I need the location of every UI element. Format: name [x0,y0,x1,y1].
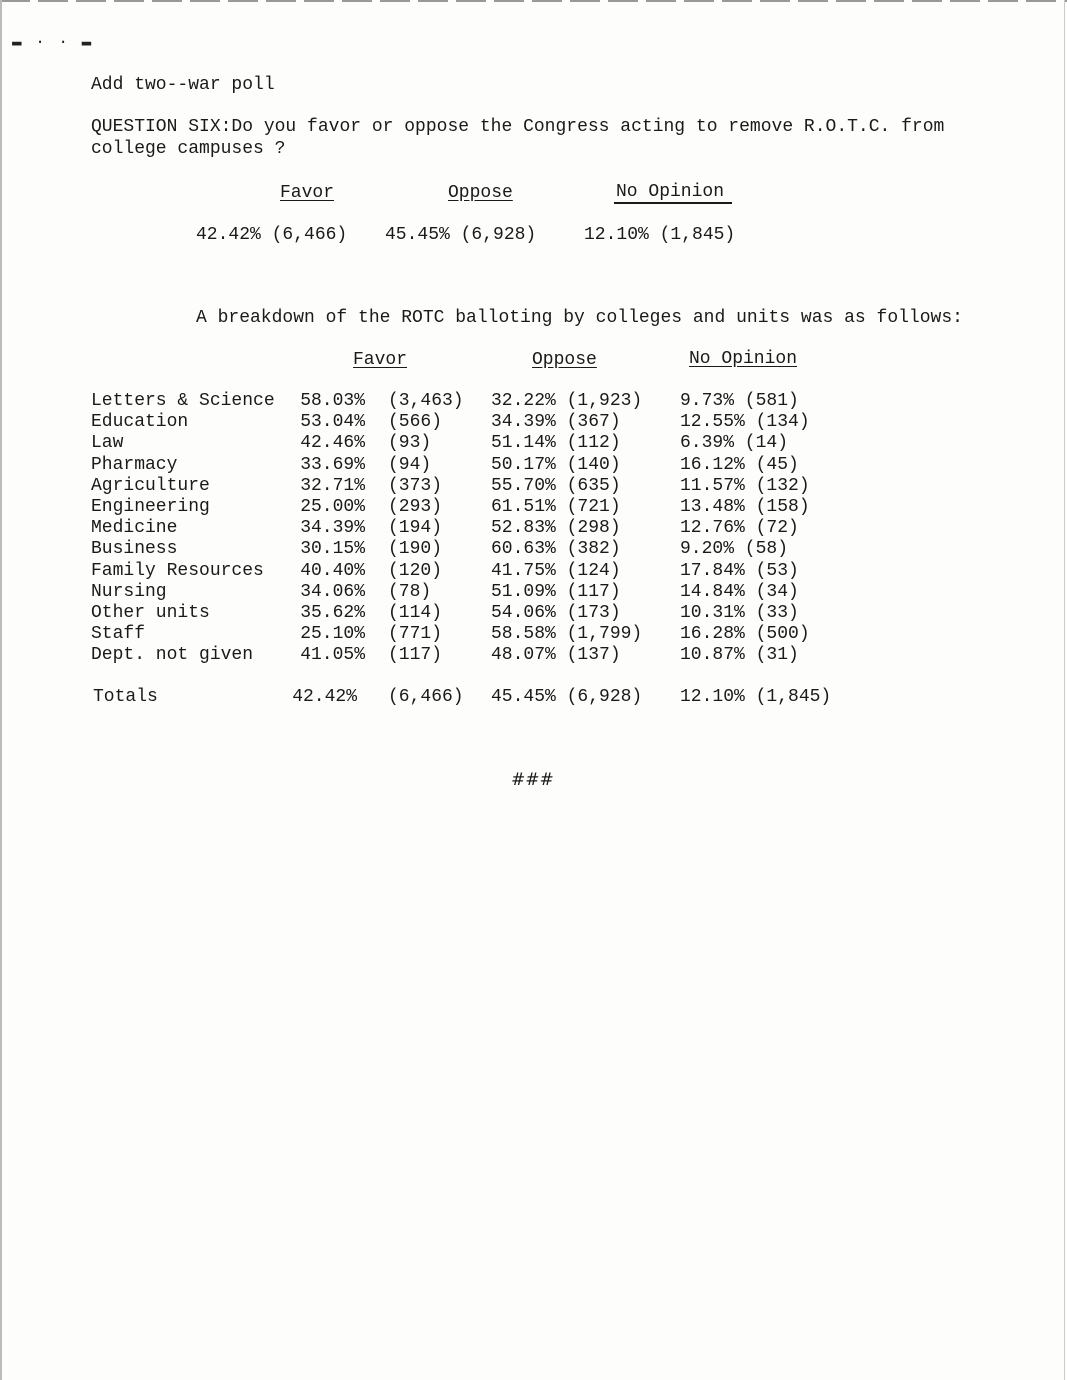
row-no-opinion: 10.31% (33) [680,603,799,623]
row-unit: Dept. not given [91,645,254,665]
row-favor-count: (194) [388,518,443,538]
row-unit: Other units [91,603,210,623]
row-unit: Family Resources [91,561,264,581]
row-favor-pct: 53.04% [300,412,365,432]
row-unit: Pharmacy [91,455,178,475]
row-oppose: 50.17% (140) [491,455,621,475]
question-line-2: college campuses ? [91,139,286,159]
row-favor-count: (373) [388,476,443,496]
totals-label: Totals [93,687,158,707]
totals-favor-pct: 42.42% [292,687,357,707]
row-unit: Law [91,433,124,453]
row-favor-pct: 33.69% [300,455,365,475]
summary-no-opinion: 12.10% (1,845) [584,225,736,245]
row-favor-count: (78) [388,582,432,602]
row-favor-pct: 58.03% [300,391,365,411]
row-no-opinion: 16.12% (45) [680,455,799,475]
scratch-marks: ▬ · · ▬ [12,33,94,51]
row-favor-pct: 30.15% [300,539,365,559]
row-no-opinion: 11.57% (132) [680,476,810,496]
row-favor-pct: 34.39% [300,518,365,538]
summary-header-oppose: Oppose [448,183,513,203]
row-no-opinion: 16.28% (500) [680,624,810,644]
row-no-opinion: 17.84% (53) [680,561,799,581]
row-favor-count: (114) [388,603,443,623]
row-favor-count: (94) [388,455,432,475]
row-favor-pct: 25.10% [300,624,365,644]
row-no-opinion: 14.84% (34) [680,582,799,602]
summary-oppose: 45.45% (6,928) [385,225,537,245]
row-no-opinion: 12.55% (134) [680,412,810,432]
row-oppose: 61.51% (721) [491,497,621,517]
table-header-favor: Favor [353,350,408,370]
row-oppose: 52.83% (298) [491,518,621,538]
row-unit: Staff [91,624,146,644]
row-no-opinion: 10.87% (31) [680,645,799,665]
row-oppose: 51.09% (117) [491,582,621,602]
row-favor-pct: 42.46% [300,433,365,453]
page-top-edge [0,0,1067,2]
row-oppose: 32.22% (1,923) [491,391,643,411]
row-no-opinion: 9.73% (581) [680,391,799,411]
row-favor-count: (190) [388,539,443,559]
row-oppose: 51.14% (112) [491,433,621,453]
row-unit: Agriculture [91,476,210,496]
row-no-opinion: 12.76% (72) [680,518,799,538]
page-right-edge [1064,0,1065,1380]
row-unit: Letters & Science [91,391,275,411]
totals-no-opinion: 12.10% (1,845) [680,687,832,707]
end-mark: ### [511,770,554,790]
question-line-1: QUESTION SIX:Do you favor or oppose the Congress acting to remove R.O.T.C. from [91,117,945,137]
row-oppose: 58.58% (1,799) [491,624,643,644]
row-oppose: 41.75% (124) [491,561,621,581]
table-header-oppose: Oppose [532,350,597,370]
row-favor-count: (117) [388,645,443,665]
row-oppose: 34.39% (367) [491,412,621,432]
row-unit: Medicine [91,518,178,538]
totals-favor-count: (6,466) [388,687,464,707]
row-no-opinion: 13.48% (158) [680,497,810,517]
row-oppose: 54.06% (173) [491,603,621,623]
row-favor-count: (93) [388,433,432,453]
totals-oppose: 45.45% (6,928) [491,687,643,707]
row-favor-count: (293) [388,497,443,517]
row-unit: Education [91,412,189,432]
row-favor-pct: 25.00% [300,497,365,517]
row-favor-pct: 40.40% [300,561,365,581]
row-unit: Engineering [91,497,210,517]
row-no-opinion: 6.39% (14) [680,433,789,453]
row-favor-pct: 41.05% [300,645,365,665]
table-header-no-opinion: No Opinion [689,349,798,369]
summary-no-opinion-underline [614,202,732,204]
row-no-opinion: 9.20% (58) [680,539,789,559]
row-favor-pct: 35.62% [300,603,365,623]
row-unit: Business [91,539,178,559]
row-favor-count: (566) [388,412,443,432]
row-favor-count: (3,463) [388,391,464,411]
summary-header-no-opinion: No Opinion [616,182,725,202]
row-favor-pct: 34.06% [300,582,365,602]
row-oppose: 48.07% (137) [491,645,621,665]
summary-favor: 42.42% (6,466) [196,225,348,245]
breakdown-intro: A breakdown of the ROTC balloting by colleges and units was as follows: [196,308,963,328]
page-left-edge [0,0,2,1380]
row-favor-count: (771) [388,624,443,644]
row-oppose: 55.70% (635) [491,476,621,496]
header-note: Add two--war poll [91,75,275,95]
row-unit: Nursing [91,582,167,602]
row-favor-count: (120) [388,561,443,581]
row-favor-pct: 32.71% [300,476,365,496]
row-oppose: 60.63% (382) [491,539,621,559]
summary-header-favor: Favor [280,183,335,203]
